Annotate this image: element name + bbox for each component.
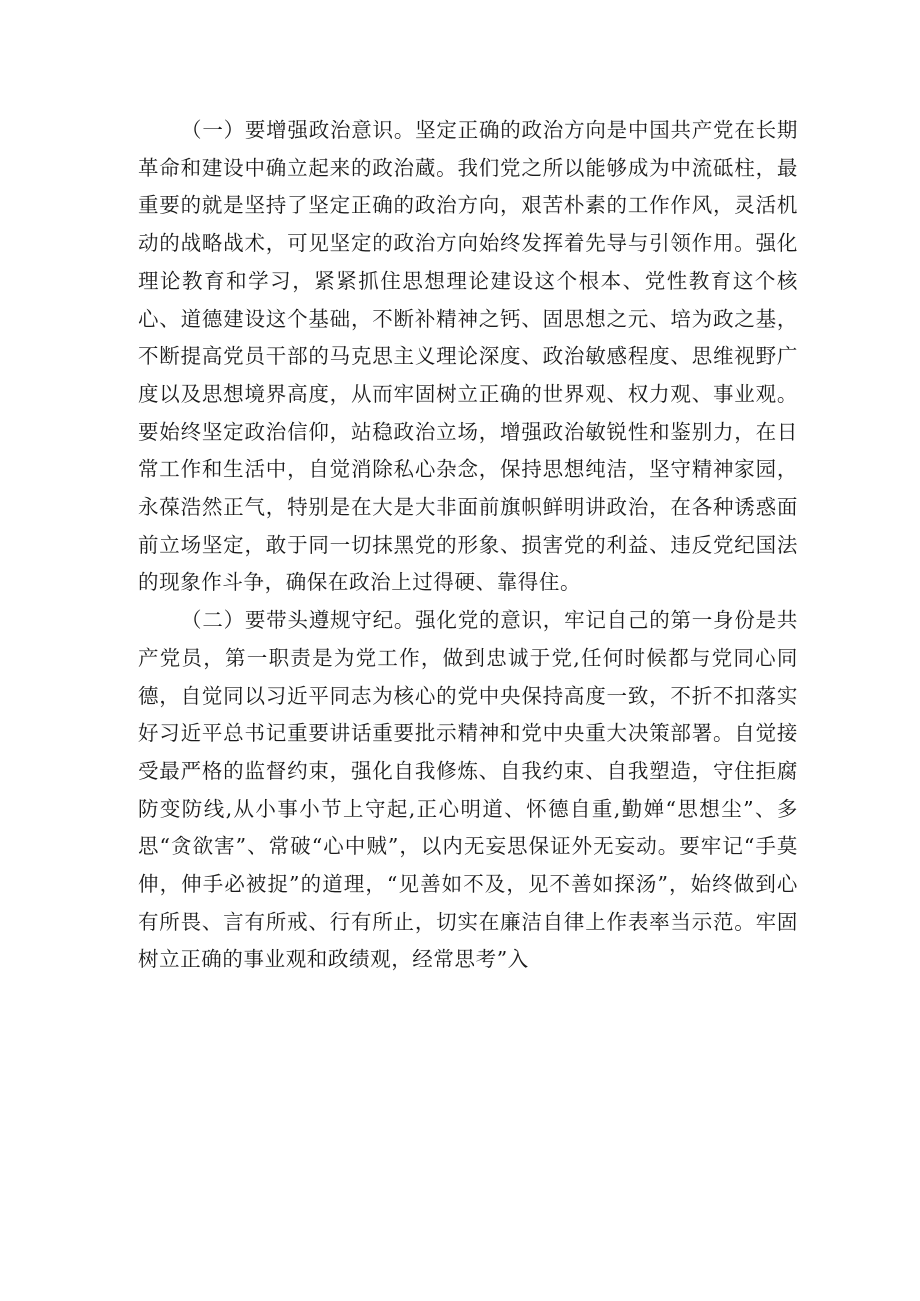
document-body <box>138 112 798 979</box>
paragraph-political-awareness: （一）要增强政治意识。坚定正确的政治方向是中国共产党在长期革命和建设中确立起来的政治蔵。我们党之所以能够成为中流砥柱，最重要的就是坚持了坚定正确的政治方向，艰苦朴素的工作作风，灵活机动的战略战术，可见坚定的政治方向始终发挥着先导与引领作用。强化理论教育和学习，紧紧抓住思想理论建设这个根本、党性教育这个核心、道德建设这个基础，不断补精神之钙、固思想之元、培为政之基，不断提高党员干部的马克思主义理论深度、政治敏感程度、思维视野广度以及思想境界高度，从而牢固树立正确的世界观、权力观、事业观。要始终坚定政治信仰，站稳政治立场，增强政治敏锐性和鉴别力，在日常工作和生活中，自觉消除私心杂念，保持思想纯洁，坚守精神家园，永葆浩然正气，特别是在大是大非面前旗帜鲜明讲政治，在各种诱惑面前立场坚定，敢于同一切抹黑党的形象、损害党的利益、违反党纪国法的现象作斗争，确保在政治上过得硬、靠得住。 <box>138 118 798 595</box>
paragraph-discipline: （二）要带头遵规守纪。强化党的意识，牢记自己的第一身份是共产党员，第一职责是为党工作，做到忠诚于党,任何时候都与党同心同德，自觉同以习近平同志为核心的党中央保持高度一致，不折不扣落实好习近平总书记重要讲话重要批示精神和党中央重大决策部署。自觉接受最严格的监督约束，强化自我修炼、自我约束、自我塑造，守住拒腐防变防线,从小事小节上守起,正心明道、怀德自重,勤婵“思想尘”、多思“贪欲害”、常破“心中贼”，以内无妄思保证外无妄动。要牢记“手莫伸，伸手必被捉”的道理，“见善如不及，见不善如探汤”，始终做到心有所畏、言有所戒、行有所止，切实在廉洁自律上作表率当示范。牢固树立正确的事业观和政绩观，经常思考”入 <box>138 608 798 972</box>
